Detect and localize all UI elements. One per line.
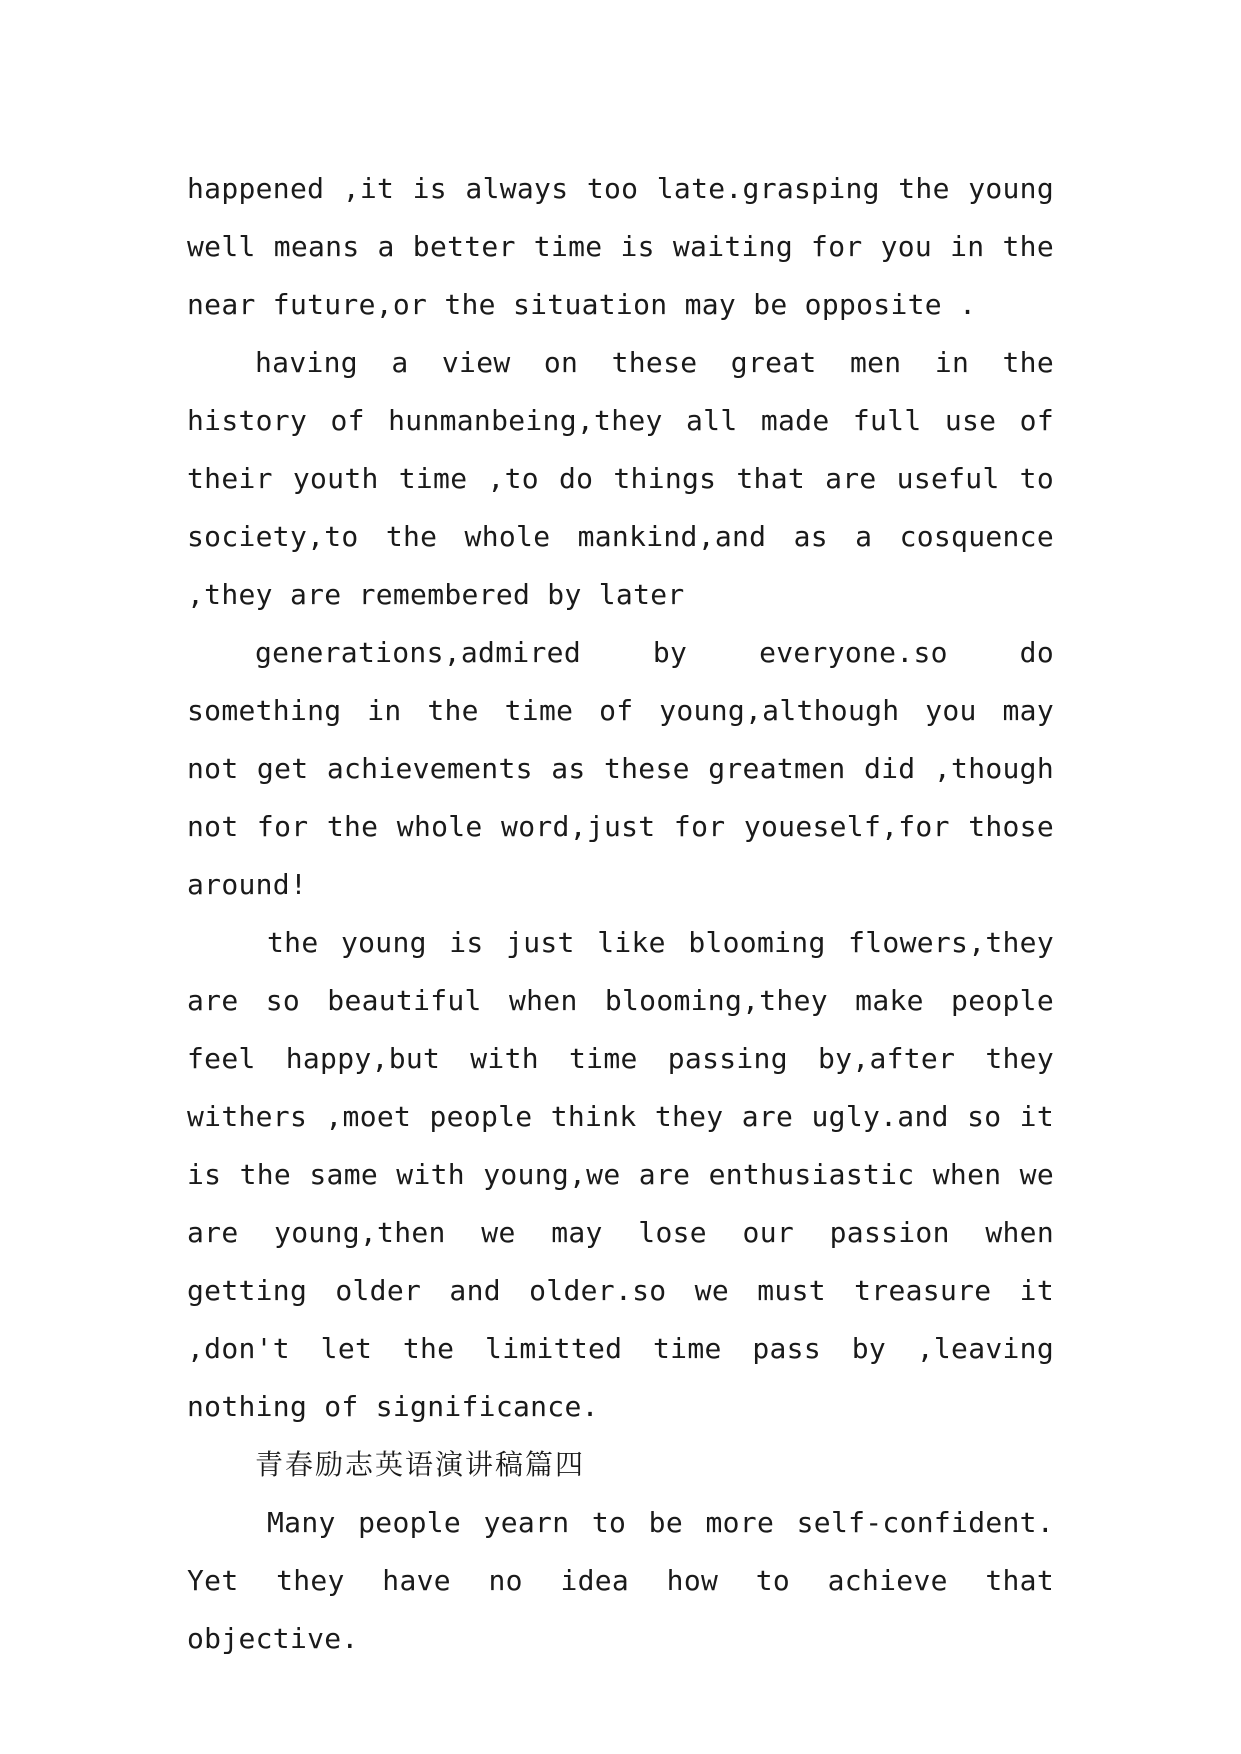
section-heading: 青春励志英语演讲稿篇四 — [255, 1448, 586, 1481]
paragraph-great-men: having a view on these great men in the history of hunmanbeing,they all made full use of their youth time ,to do things that are useful to society,to the whole mankind,and as a cosquence ,they are remembered by later — [187, 346, 1054, 611]
paragraph-self-confidence: Many people yearn to be more self-confident. Yet they have no idea how to achieve that objective. — [187, 1506, 1054, 1655]
paragraph-generations: generations,admired by everyone.so do something in the time of young,although you may not get achievements as these greatmen did ,though not for the whole word,just for youeself,for those around! — [187, 636, 1054, 901]
paragraph-blooming-flowers: the young is just like blooming flowers,they are so beautiful when blooming,they make people feel happy,but with time passing by,after they withers ,moet people think they are ugly.and so it is the same with young,we are enthusiastic when we are young,then we may lose our passion when getting older and older.so we must treasure it ,don't let the limitted time pass by ,leaving nothing of significance. — [187, 926, 1054, 1423]
document-body — [187, 160, 1054, 1668]
paragraph-continuation: happened ,it is always too late.grasping the young well means a better time is waiting for you in the near future,or the situation may be opposite . — [187, 172, 1054, 321]
